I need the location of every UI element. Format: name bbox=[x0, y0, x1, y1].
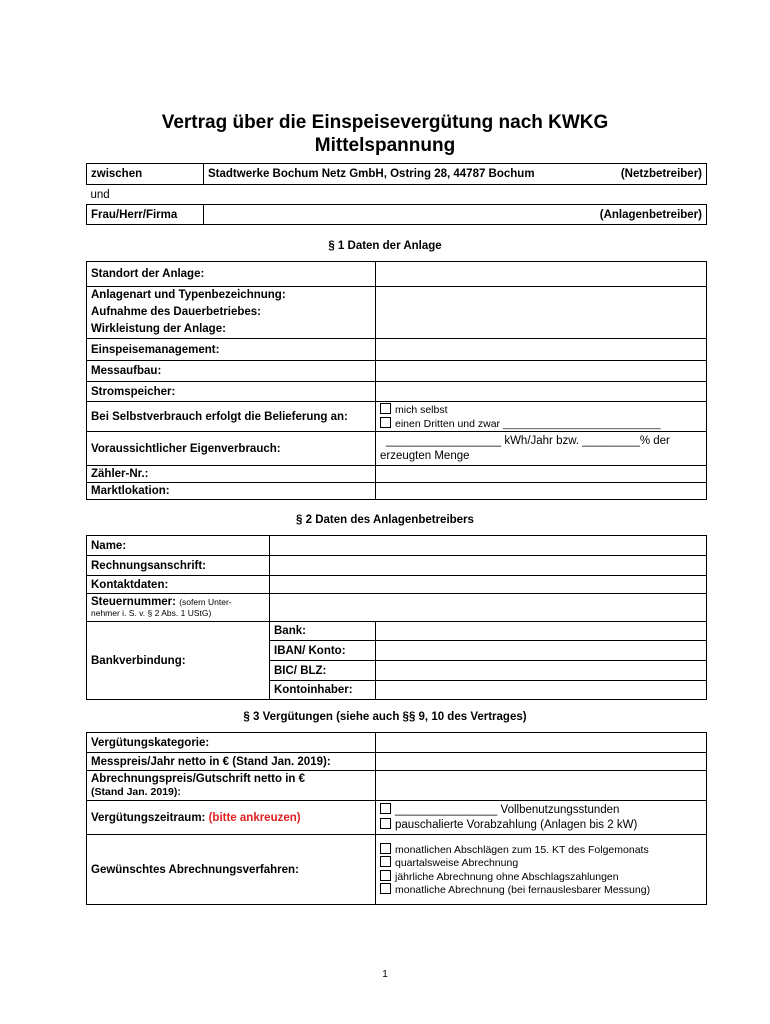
stromspeicher-field[interactable] bbox=[376, 382, 707, 402]
messpreis-field[interactable] bbox=[376, 753, 707, 771]
kontaktdaten-field[interactable] bbox=[270, 576, 707, 594]
section2-heading: § 2 Daten des Anlagenbetreibers bbox=[296, 514, 474, 526]
standort-label: Standort der Anlage: bbox=[87, 262, 376, 287]
kategorie-label: Vergütungskategorie: bbox=[87, 733, 376, 753]
marktlokation-field[interactable] bbox=[376, 483, 707, 500]
name-label: Name: bbox=[87, 536, 270, 556]
anlagenbetreiber-field[interactable] bbox=[204, 205, 707, 225]
checkbox-mich-selbst[interactable] bbox=[380, 403, 391, 414]
page-number: 1 bbox=[382, 969, 388, 980]
kontaktdaten-label: Kontaktdaten: bbox=[87, 576, 270, 594]
section1-heading: § 1 Daten der Anlage bbox=[328, 240, 442, 252]
zeitraum-cell bbox=[87, 801, 376, 835]
steuernummer-field[interactable] bbox=[270, 594, 707, 622]
wirkleistung-label: Wirkleistung der Anlage: bbox=[91, 323, 226, 335]
verfahren-label: Gewünschtes Abrechnungsverfahren: bbox=[87, 835, 376, 905]
anlagenart-field[interactable] bbox=[376, 287, 707, 339]
zaehler-label: Zähler-Nr.: bbox=[87, 466, 376, 483]
document-subtitle: Mittelspannung bbox=[314, 135, 456, 156]
document-title: Vertrag über die Einspeisevergütung nach KWKG bbox=[161, 112, 609, 133]
zaehler-field[interactable] bbox=[376, 466, 707, 483]
rechnungsanschrift-field[interactable] bbox=[270, 556, 707, 576]
checkbox-pauschalierte-vorabzahlung[interactable] bbox=[380, 818, 391, 829]
netzbetreiber-cell bbox=[204, 164, 707, 185]
zeitraum-hint: (bitte ankreuzen) bbox=[208, 811, 301, 824]
iban-field[interactable] bbox=[376, 641, 707, 661]
bic-field[interactable] bbox=[376, 661, 707, 681]
abrechnungspreis-field[interactable] bbox=[376, 771, 707, 801]
checkbox-quartalsweise[interactable] bbox=[380, 856, 391, 867]
verfahren-option3: jährliche Abrechnung ohne Abschlagszahlungen bbox=[395, 870, 619, 883]
anlagenbetreiber-label: Frau/Herr/Firma bbox=[87, 205, 204, 225]
iban-label: IBAN/ Konto: bbox=[270, 641, 376, 661]
verfahren-options bbox=[376, 835, 707, 905]
section3-heading: § 3 Vergütungen (siehe auch §§ 9, 10 des Vertrages) bbox=[243, 711, 527, 723]
anlagenbetreiber-role: (Anlagenbetreiber) bbox=[599, 208, 702, 221]
parties-table bbox=[86, 163, 707, 225]
checkbox-jaehrlich[interactable] bbox=[380, 870, 391, 881]
verfahren-option2: quartalsweise Abrechnung bbox=[395, 857, 519, 869]
checkbox-vollbenutzungsstunden[interactable] bbox=[380, 803, 391, 814]
belieferung-option2: einen Dritten und zwar ___________________________ bbox=[395, 417, 661, 430]
eigenverbrauch-line1: __________________ kWh/Jahr bzw. _________% der bbox=[386, 434, 670, 447]
aufnahme-label: Aufnahme des Dauerbetriebes: bbox=[91, 306, 261, 318]
und-label: und bbox=[90, 188, 110, 201]
messaufbau-label: Messaufbau: bbox=[87, 361, 376, 382]
verfahren-option4: monatliche Abrechnung (bei fernauslesbarer Messung) bbox=[395, 884, 651, 896]
steuernummer-cell bbox=[87, 594, 270, 622]
eigenverbrauch-field[interactable] bbox=[376, 432, 707, 466]
checkbox-dritten[interactable] bbox=[380, 417, 391, 428]
rechnungsanschrift-label: Rechnungsanschrift: bbox=[87, 556, 270, 576]
einspeise-field[interactable] bbox=[376, 339, 707, 361]
zeitraum-option2: pauschalierte Vorabzahlung (Anlagen bis 2 kW) bbox=[395, 818, 638, 831]
netzbetreiber-role: (Netzbetreiber) bbox=[620, 168, 702, 180]
marktlokation-label: Marktlokation: bbox=[87, 483, 376, 500]
checkbox-monatlich-fernauslesbar[interactable] bbox=[380, 883, 391, 894]
netzbetreiber-name: Stadtwerke Bochum Netz GmbH, Ostring 28, 44787 Bochum bbox=[208, 168, 535, 180]
anlagenart-label: Anlagenart und Typenbezeichnung: bbox=[91, 289, 286, 301]
abrechnungspreis-label: Abrechnungspreis/Gutschrift netto in € bbox=[91, 772, 306, 785]
bic-label: BIC/ BLZ: bbox=[270, 661, 376, 681]
selbstverbrauch-label: Bei Selbstverbrauch erfolgt die Belieferung an: bbox=[87, 402, 376, 432]
standort-field[interactable] bbox=[376, 262, 707, 287]
messaufbau-field[interactable] bbox=[376, 361, 707, 382]
stromspeicher-label: Stromspeicher: bbox=[87, 382, 376, 402]
abrechnungspreis-sub: (Stand Jan. 2019): bbox=[91, 785, 181, 798]
anlage-table bbox=[86, 261, 707, 500]
bank-label: Bank: bbox=[270, 622, 376, 641]
belieferung-option1: mich selbst bbox=[395, 403, 448, 416]
checkbox-monatliche-abschlaege[interactable] bbox=[380, 843, 391, 854]
anlagenart-cell bbox=[87, 287, 376, 339]
steuernummer-label: Steuernummer: bbox=[91, 595, 176, 608]
abrechnungspreis-cell bbox=[87, 771, 376, 801]
betreiber-table bbox=[86, 535, 707, 700]
kategorie-field[interactable] bbox=[376, 733, 707, 753]
bank-field[interactable] bbox=[376, 622, 707, 641]
kontoinhaber-field[interactable] bbox=[376, 681, 707, 700]
steuernummer-note2: nehmer i. S. v. § 2 Abs. 1 UStG) bbox=[91, 607, 212, 618]
eigenverbrauch-label: Voraussichtlicher Eigenverbrauch: bbox=[87, 432, 376, 466]
kontoinhaber-label: Kontoinhaber: bbox=[270, 681, 376, 700]
verfahren-option1: monatlichen Abschlägen zum 15. KT des Folgemonats bbox=[395, 843, 649, 856]
zwischen-label: zwischen bbox=[87, 164, 204, 185]
einspeise-label: Einspeisemanagement: bbox=[87, 339, 376, 361]
eigenverbrauch-line2: erzeugten Menge bbox=[380, 449, 470, 462]
zeitraum-options bbox=[376, 801, 707, 835]
zeitraum-option1: ________________ Vollbenutzungsstunden bbox=[395, 803, 620, 816]
verguetung-table bbox=[86, 732, 707, 905]
steuernummer-note1: (sofern Unter- bbox=[179, 596, 232, 607]
zeitraum-label: Vergütungszeitraum: bbox=[91, 811, 206, 824]
name-field[interactable] bbox=[270, 536, 707, 556]
belieferung-options bbox=[376, 402, 707, 432]
messpreis-label: Messpreis/Jahr netto in € (Stand Jan. 2019): bbox=[87, 753, 376, 771]
bankverbindung-label: Bankverbindung: bbox=[87, 622, 270, 700]
